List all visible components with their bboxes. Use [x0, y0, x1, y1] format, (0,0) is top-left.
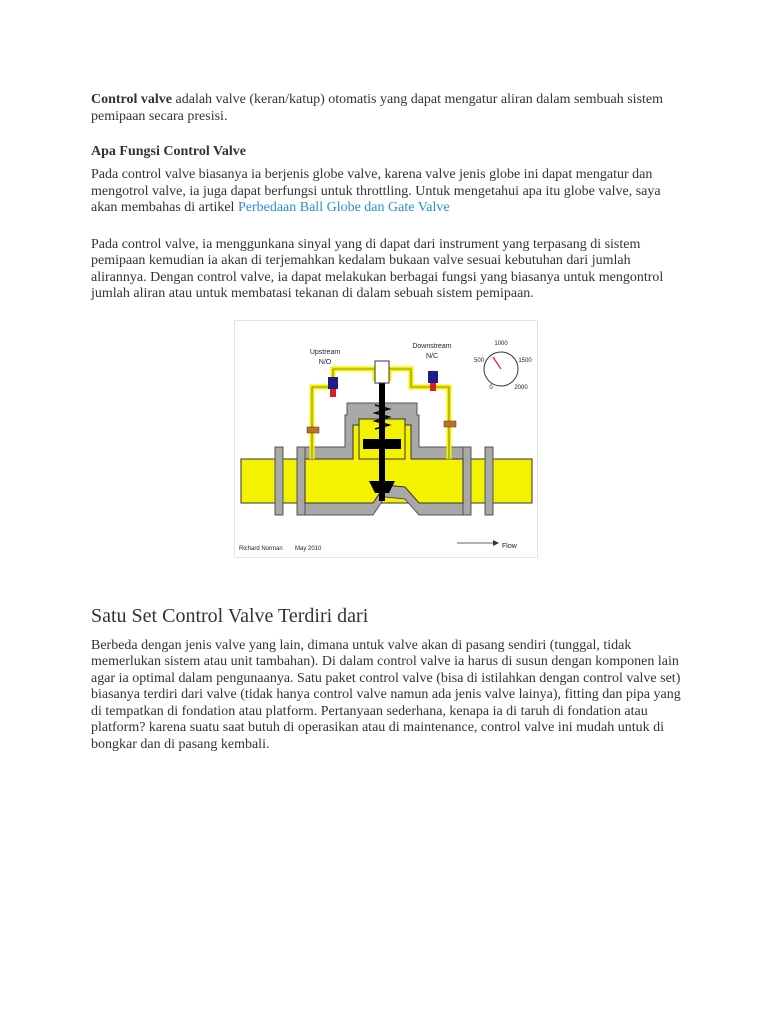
- section-heading-apa-fungsi: Apa Fungsi Control Valve: [91, 144, 246, 159]
- credit-date: May 2010: [295, 545, 322, 552]
- flange-left-1: [275, 447, 283, 515]
- section1-paragraph-1-text: Pada control valve biasanya ia berjenis globe valve, karena valve jenis globe ini dapat mengatur dan mengotrol valve, ia juga dapat berfungsi untuk throttling. Untuk mengetahui apa itu globe valve, saya akan membahas di artikel: [91, 167, 661, 215]
- flange-right-1: [463, 447, 471, 515]
- gauge-label-500: 500: [473, 357, 485, 364]
- top-pilot-line-left: [333, 369, 375, 387]
- downstream-state: N/C: [425, 352, 439, 360]
- upstream-solenoid-red: [330, 389, 336, 397]
- needle-valve-left: [307, 427, 319, 433]
- intro-paragraph: [91, 92, 681, 125]
- gauge-label-1000: 1000: [494, 340, 508, 347]
- needle-valve-right: [444, 421, 456, 427]
- gauge-label-0: 0: [489, 384, 493, 391]
- gauge-label-2000: 2000: [514, 384, 528, 391]
- section2-paragraph-1: Berbeda dengan jenis valve yang lain, dimana untuk valve akan di pasang sendiri (tunggal, tidak memerlukan sistem atau unit tambahan). Di dalam control valve ia harus di susun dengan komponen lain agar ia optimal dalam pengunaanya. Satu paket control valve (bisa di istilahkan dengan control valve set) biasanya terdiri dari valve (tidak hanya control valve namun ada jenis valve lainya), fitting dan pipa yang di tempatkan di fondation atau platform. Pertanyaan sederhana, kenapa ia di taruh di fondation atau platform? karena suatu saat butuh di operasikan atau di maintenance, control valve ini mudah untuk di bongkar dan di pasang kembali.: [91, 637, 681, 752]
- upstream-label: Upstream: [309, 348, 341, 356]
- section1-paragraph-1: [91, 167, 681, 217]
- downstream-label: Downstream: [412, 342, 452, 350]
- diaphragm: [363, 439, 401, 449]
- downstream-solenoid-valve: [428, 371, 438, 383]
- gauge-label-1500: 1500: [518, 357, 532, 364]
- article-content: [91, 92, 681, 753]
- intro-bold-term: Control valve: [91, 92, 173, 107]
- section-heading-satu-set: Satu Set Control Valve Terdiri dari: [91, 604, 369, 627]
- flange-right-2: [485, 447, 493, 515]
- flange-left-2: [297, 447, 305, 515]
- article-link[interactable]: Perbedaan Ball Globe dan Gate Valve: [237, 200, 450, 215]
- control-valve-diagram: [234, 320, 538, 558]
- flow-label: Flow: [502, 542, 517, 550]
- diagram-svg: [235, 321, 537, 557]
- credit-name: Richard Norman: [239, 545, 283, 552]
- downstream-solenoid-red: [430, 383, 436, 391]
- flow-arrow-icon: [493, 540, 499, 546]
- upstream-state: N/O: [318, 358, 332, 366]
- stem-cap: [375, 361, 389, 383]
- section1-paragraph-2: Pada control valve, ia menggunkana sinyal yang di dapat dari instrument yang terpasang di sistem pemipaan kemudian ia akan di terjemahkan kedalam bukaan valve sesuai kebutuhan dari jumlah alirannya. Dengan control valve, ia dapat melakukan berbagai fungsi yang biasanya untuk mengontrol jumlah aliran atau untuk membatasi tekanan di dalam sebuah sistem pemipaan.: [91, 236, 664, 301]
- upstream-solenoid-valve: [328, 377, 338, 389]
- intro-text: adalah valve (keran/katup) otomatis yang dapat mengatur aliran dalam sembuah sistem pemipaan secara presisi.: [91, 92, 664, 124]
